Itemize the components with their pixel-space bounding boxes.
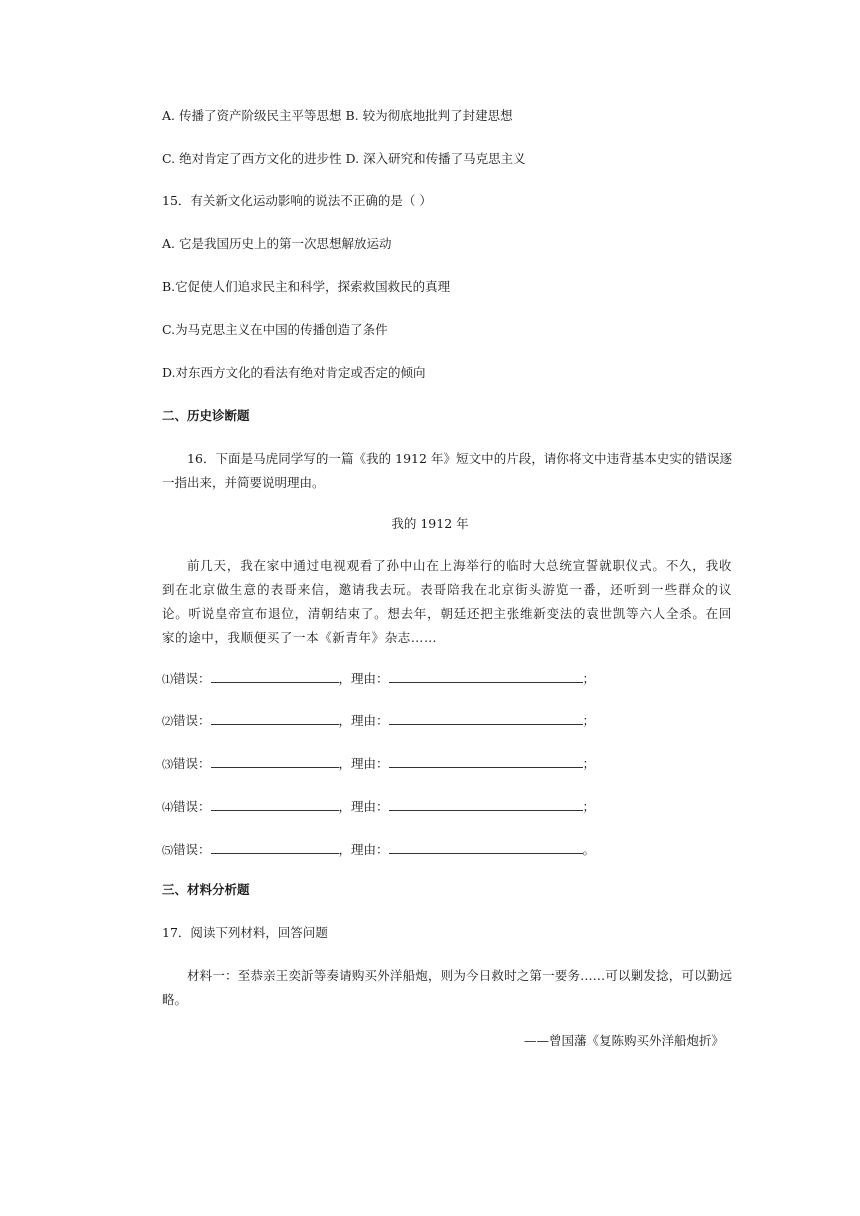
q14-options-ab: A. 传播了资产阶级民主平等思想 B. 较为彻底地批判了封建思想 — [162, 108, 513, 123]
reason-blank[interactable] — [389, 669, 583, 683]
q17-stem: 17．阅读下列材料，回答问题 — [162, 925, 328, 940]
reason-blank[interactable] — [389, 754, 583, 768]
reason-blank[interactable] — [389, 711, 583, 725]
reason-blank[interactable] — [389, 840, 583, 854]
row-label: 错误： — [173, 671, 211, 686]
row-end: ； — [582, 671, 596, 686]
row-mid: ，理由： — [338, 671, 389, 686]
row-label: 错误： — [173, 842, 211, 857]
reason-blank[interactable] — [389, 797, 583, 811]
row-end: ； — [582, 756, 596, 771]
q14-options-cd: C. 绝对肯定了西方文化的进步性 D. 深入研究和传播了马克思主义 — [162, 151, 526, 166]
row-end: ； — [582, 799, 596, 814]
row-number: ⑶ — [162, 758, 173, 771]
row-number: ⑷ — [162, 801, 173, 814]
row-mid: ，理由： — [338, 842, 389, 857]
row-mid: ，理由： — [338, 799, 389, 814]
q15-option-b: B.它促使人们追求民主和科学，探索救国救民的真理 — [162, 279, 451, 294]
material-1: 材料一：至恭亲王奕訢等奏请购买外洋船炮，则为今日救时之第一要务……可以剿发捻，可以勤远略。 — [162, 968, 732, 1007]
material-1-source: ——曾国藩《复陈购买外洋船炮折》 — [523, 1033, 724, 1048]
q15-stem: 15．有关新文化运动影响的说法不正确的是（ ） — [162, 193, 432, 208]
q15-option-a: A. 它是我国历史上的第一次思想解放运动 — [162, 236, 392, 251]
row-number: ⑸ — [162, 844, 173, 857]
error-blank[interactable] — [211, 840, 339, 854]
q16-stem: 16．下面是马虎同学写的一篇《我的 1912 年》短文中的片段，请你将文中违背基本史实的错误逐一指出来，并简要说明理由。 — [162, 451, 732, 490]
error-blank[interactable] — [211, 711, 339, 725]
section3-heading: 三、材料分析题 — [162, 882, 250, 897]
row-end: 。 — [582, 842, 596, 857]
row-label: 错误： — [173, 713, 211, 728]
essay-title: 我的 1912 年 — [391, 516, 469, 531]
row-mid: ，理由： — [338, 756, 389, 771]
row-end: ； — [582, 713, 596, 728]
q15-option-d: D.对东西方文化的看法有绝对肯定或否定的倾向 — [162, 365, 426, 380]
error-blank[interactable] — [211, 754, 339, 768]
answer-row-2 — [162, 711, 595, 730]
answer-row-4 — [162, 797, 595, 816]
row-mid: ，理由： — [338, 713, 389, 728]
row-label: 错误： — [173, 799, 211, 814]
error-blank[interactable] — [211, 669, 339, 683]
row-label: 错误： — [173, 756, 211, 771]
answer-row-3 — [162, 754, 595, 773]
row-number: ⑵ — [162, 715, 173, 728]
q15-option-c: C.为马克思主义在中国的传播创造了条件 — [162, 322, 388, 337]
essay-body: 前几天，我在家中通过电视观看了孙中山在上海举行的临时大总统宣誓就职仪式。不久，我收到在北京做生意的表哥来信，邀请我去玩。表哥陪我在北京街头游览一番，还听到一些群众的议论。听说皇帝宣布退位，清朝结束了。想去年，朝廷还把主张维新变法的袁世凯等六人全杀。在回家的途中，我顺便买了一本《新青年》杂志…… — [162, 558, 732, 645]
section2-heading: 二、历史诊断题 — [162, 408, 250, 423]
row-number: ⑴ — [162, 673, 173, 686]
error-blank[interactable] — [211, 797, 339, 811]
answer-row-1 — [162, 669, 595, 688]
answer-row-5 — [162, 840, 595, 859]
